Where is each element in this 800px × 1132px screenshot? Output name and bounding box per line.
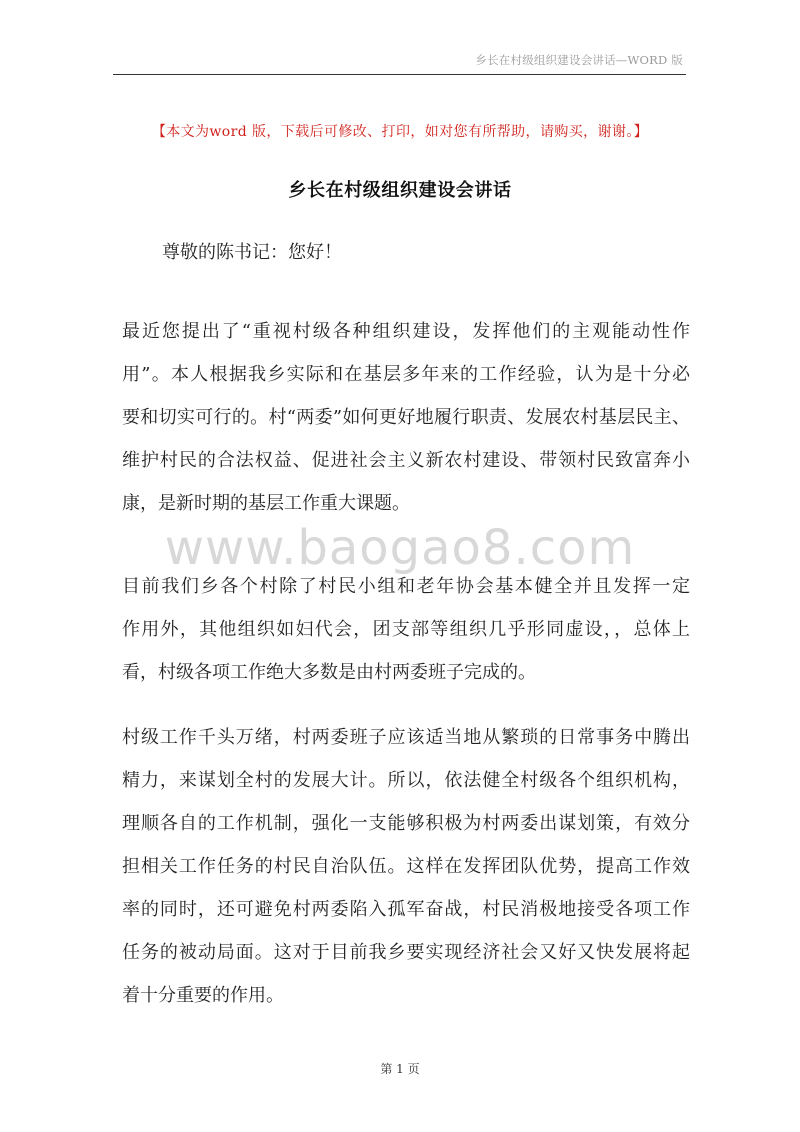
paragraph-line: 目前我们乡各个村除了村民小组和老年协会基本健全并且发挥一定: [122, 576, 690, 597]
purchase-notice: 【本文为word 版，下载后可修改、打印，如对您有所帮助，请购买，谢谢。】: [151, 124, 649, 140]
paragraph-line: 康，是新时期的基层工作重大课题。: [122, 493, 410, 514]
paragraph-line: 任务的被动局面。这对于目前我乡要实现经济社会又好又快发展将起: [122, 942, 690, 963]
paragraph-line: 率的同时，还可避免村两委陷入孤军奋战，村民消极地接受各项工作: [122, 899, 690, 920]
paragraph-3: [122, 716, 690, 1017]
paragraph-line: 维护村民的合法权益、促进社会主义新农村建设、带领村民致富奔小: [122, 450, 690, 471]
paragraph-2: [122, 565, 690, 694]
document-title: 乡长在村级组织建设会讲话: [288, 180, 512, 201]
paragraph-line: 要和切实可行的。村“两委”如何更好地履行职责、发展农村基层民主、: [122, 407, 690, 428]
header-divider: [113, 74, 686, 75]
paragraph-line: 理顺各自的工作机制，强化一支能够积极为村两委出谋划策，有效分: [122, 813, 690, 834]
paragraph-line: 最近您提出了“重视村级各种组织建设，发挥他们的主观能动性作: [122, 321, 690, 342]
page-number: 第 1 页: [380, 1062, 420, 1076]
paragraph-line: 担相关工作任务的村民自治队伍。这样在发挥团队优势，提高工作效: [122, 856, 690, 877]
paragraph-line: 作用外，其他组织如妇代会，团支部等组织几乎形同虚设，，总体上: [122, 619, 690, 640]
paragraph-line: 着十分重要的作用。: [122, 985, 284, 1006]
paragraph-line: 精力，来谋划全村的发展大计。所以，依法健全村级各个组织机构，: [122, 770, 690, 791]
watermark: www.baogao8.com: [164, 520, 636, 576]
salutation: 尊敬的陈书记：您好！: [162, 242, 342, 263]
paragraph-1: [122, 310, 690, 525]
paragraph-line: 看，村级各项工作绝大多数是由村两委班子完成的。: [122, 662, 536, 683]
paragraph-line: 用”。本人根据我乡实际和在基层多年来的工作经验，认为是十分必: [122, 364, 690, 385]
running-header: 乡长在村级组织建设会讲话—WORD 版: [475, 53, 683, 67]
paragraph-line: 村级工作千头万绪，村两委班子应该适当地从繁琐的日常事务中腾出: [122, 727, 690, 748]
